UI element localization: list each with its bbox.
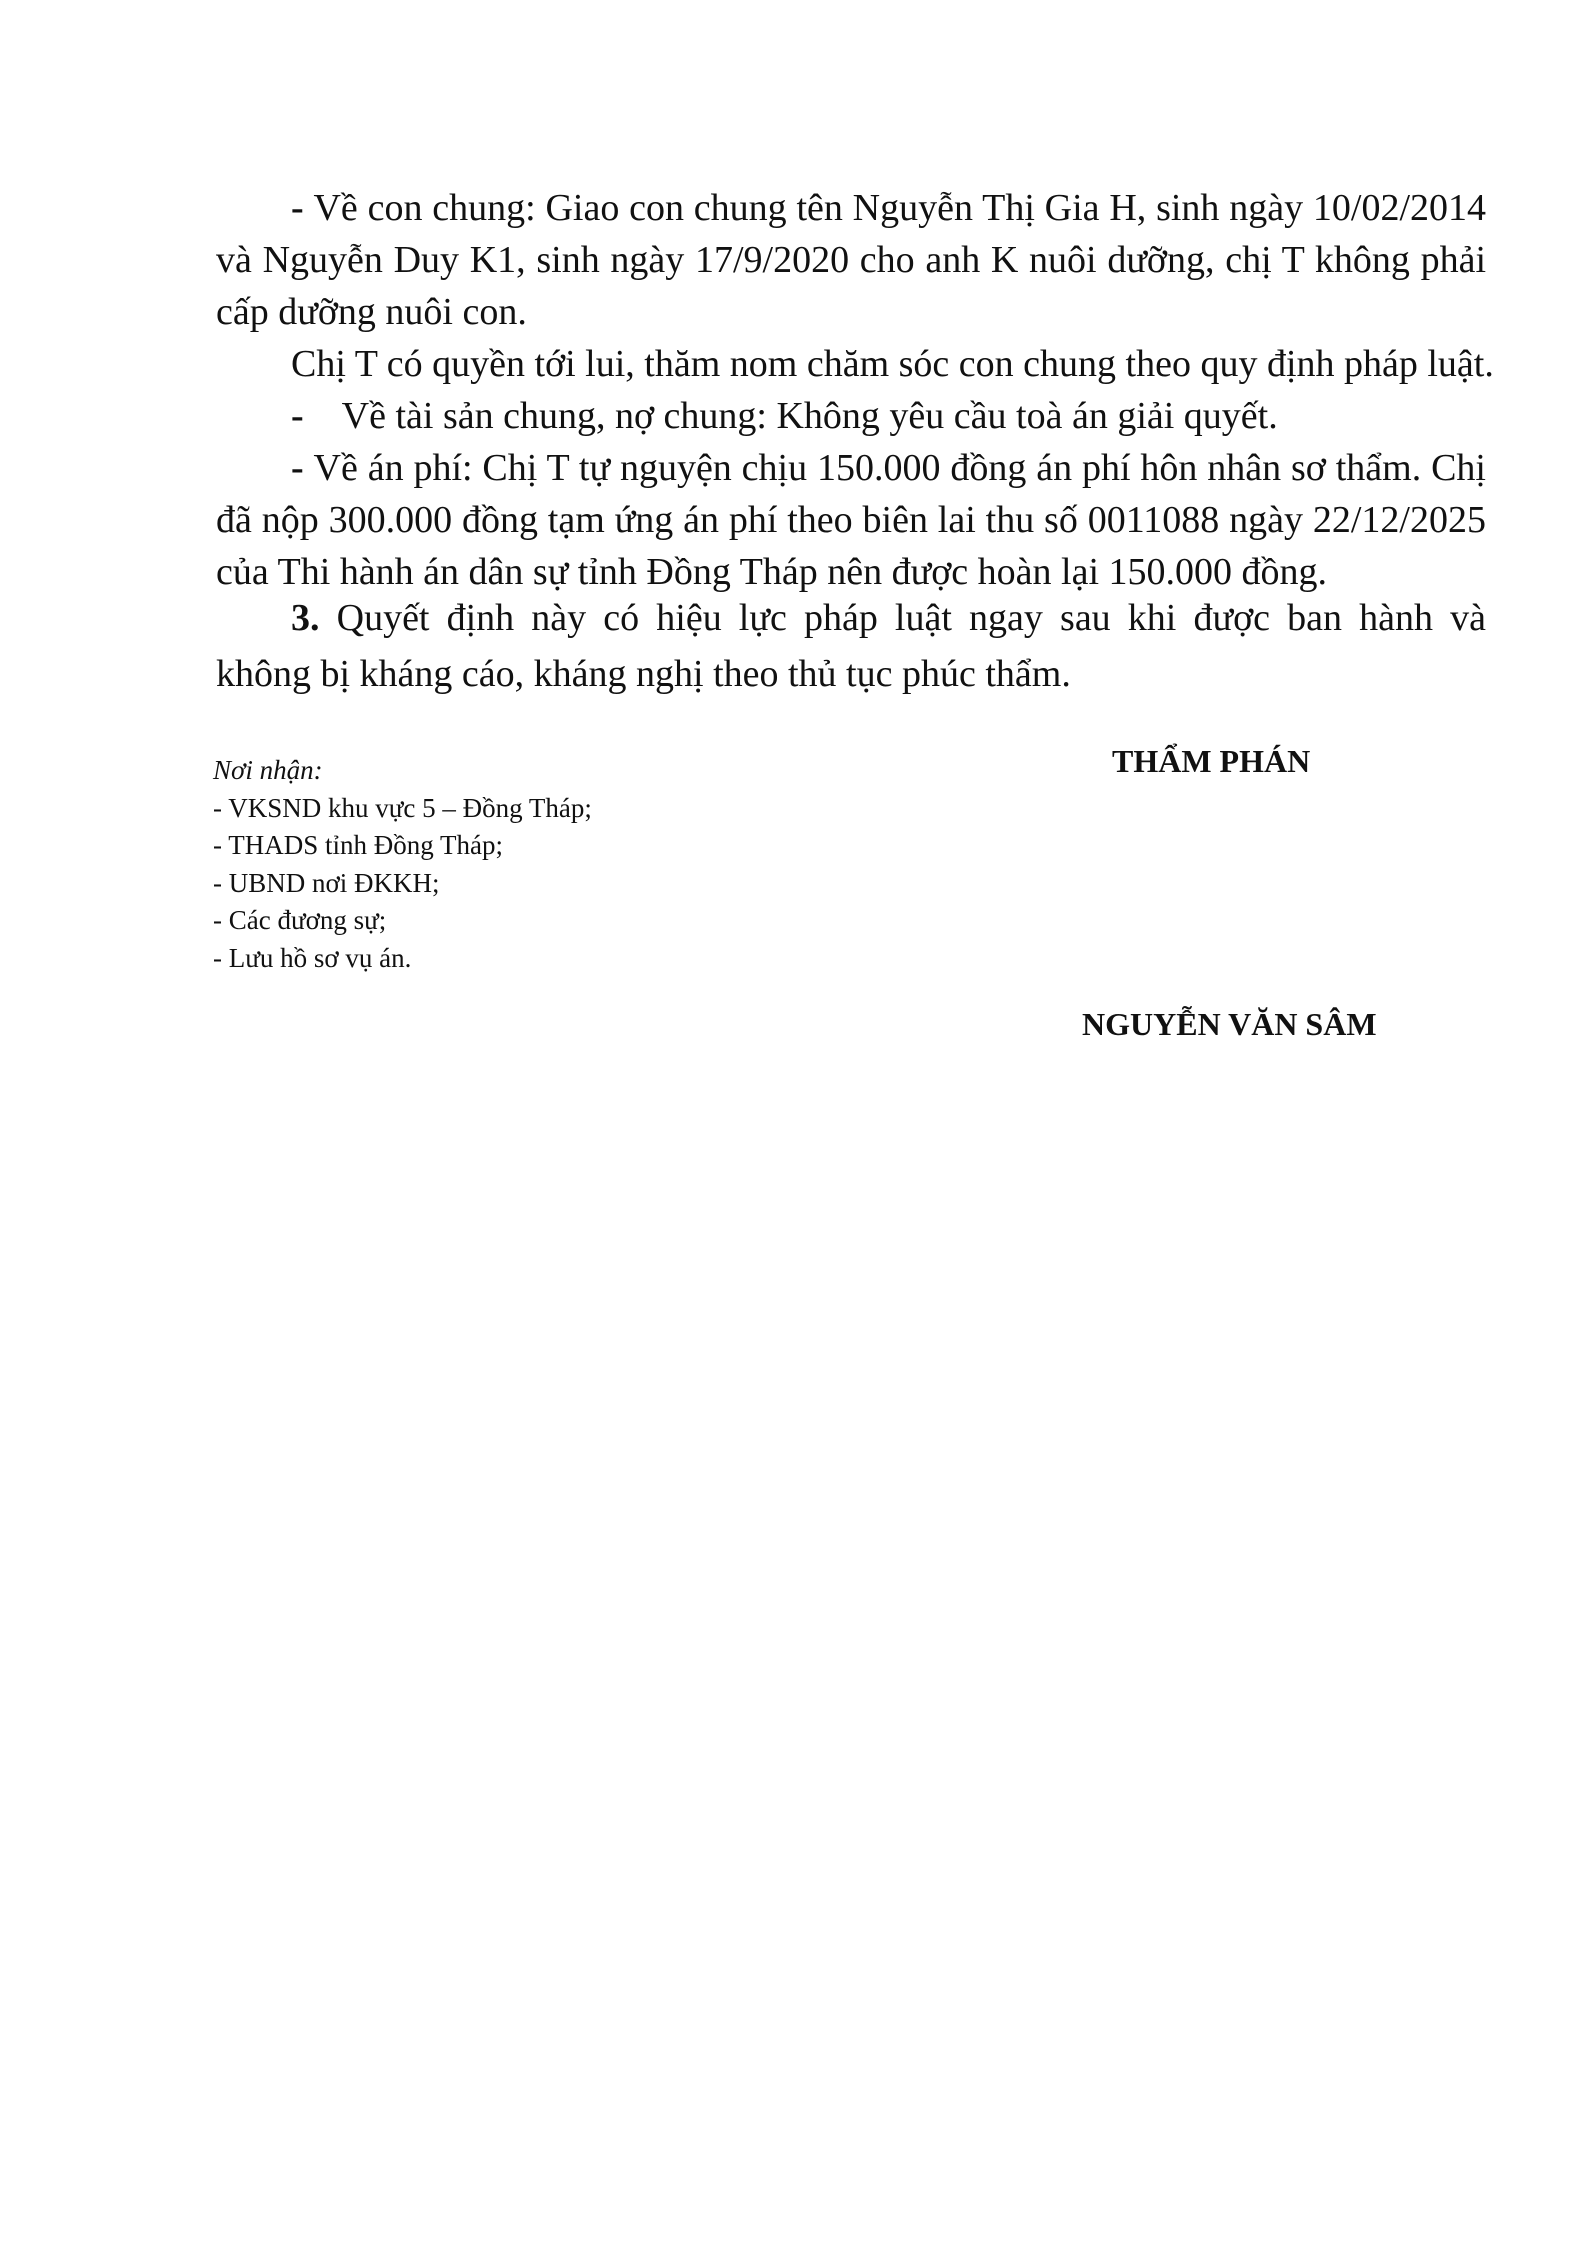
clause-3-line-1: 3. Quyết định này có hiệu lực pháp luật ngay sau khi được ban hành và xyxy=(291,597,1486,639)
child-custody-line-1: - Về con chung: Giao con chung tên Nguyễn Thị Gia H, sinh ngày 10/02/2014 xyxy=(291,187,1487,229)
paragraph-visitation xyxy=(216,338,1494,390)
recipient-item: - VKSND khu vực 5 – Đồng Tháp; xyxy=(213,792,592,823)
property-line xyxy=(216,390,1486,442)
child-custody-line-3: cấp dưỡng nuôi con. xyxy=(216,291,527,333)
recipients-block xyxy=(213,752,773,977)
child-custody-dash: - xyxy=(291,187,314,229)
recipient-item: - UBND nơi ĐKKH; xyxy=(213,867,440,898)
paragraph-property xyxy=(216,390,1486,442)
court-fee-line-2: đã nộp 300.000 đồng tạm ứng án phí theo biên lai thu số 0011088 ngày 22/12/2025 xyxy=(216,499,1486,541)
visitation-text: Chị T có quyền tới lui, thăm nom chăm sóc con chung theo quy định pháp luật. xyxy=(291,343,1494,385)
signature-name: NGUYỄN VĂN SÂM xyxy=(1082,1006,1377,1042)
recipient-item: - Lưu hồ sơ vụ án. xyxy=(213,942,412,973)
property-text: Về tài sản chung, nợ chung: Không yêu cầu toà án giải quyết. xyxy=(341,395,1278,437)
court-fee-dash: - xyxy=(291,447,314,489)
recipient-item: - Các đương sự; xyxy=(213,905,387,935)
recipients-title: Nơi nhận: xyxy=(213,755,323,785)
paragraph-clause-3 xyxy=(216,590,1486,702)
paragraph-child-custody xyxy=(216,182,1486,338)
clause-3-line-2: không bị kháng cáo, kháng nghị theo thủ tục phúc thẩm. xyxy=(216,653,1071,695)
signature-role: THẨM PHÁN xyxy=(1112,743,1311,779)
court-fee-line-1: - Về án phí: Chị T tự nguyện chịu 150.000 đồng án phí hôn nhân sơ thẩm. Chị xyxy=(291,447,1486,489)
child-custody-line-2: và Nguyễn Duy K1, sinh ngày 17/9/2020 cho anh K nuôi dưỡng, chị T không phải xyxy=(216,239,1486,281)
property-dash: - xyxy=(291,395,304,437)
clause-3-number: 3. xyxy=(291,597,320,639)
paragraph-court-fee xyxy=(216,442,1486,598)
recipient-item: - THADS tỉnh Đồng Tháp; xyxy=(213,830,503,860)
court-fee-line-3: của Thi hành án dân sự tỉnh Đồng Tháp nên được hoàn lại 150.000 đồng. xyxy=(216,551,1328,593)
